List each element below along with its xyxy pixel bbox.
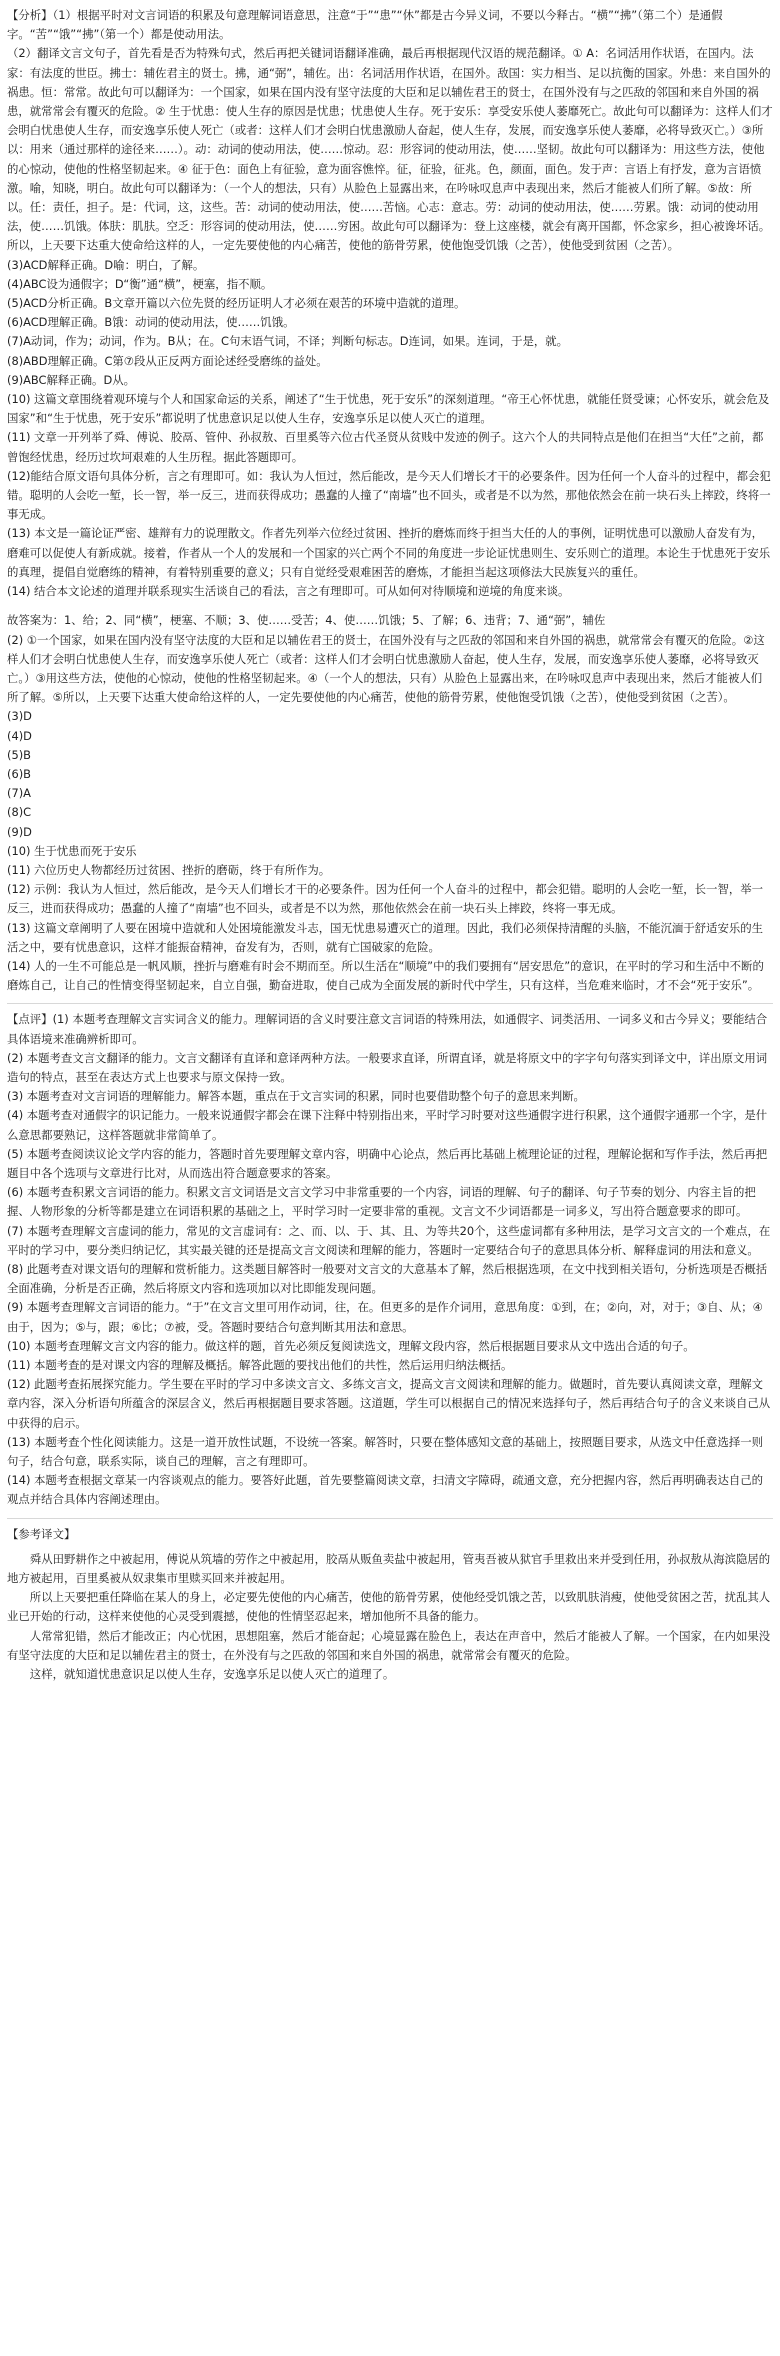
- answer-q12: (12) 示例：我认为人恒过，然后能改，是今天人们增长才干的必要条件。因为任何一个人奋斗的过程中，都会犯错。聪明的人会吃一堑，长一智，举一反三，进而获得成功；愚蠢的人撞了“南墙”也不回头，或者是不以为然，那他依然会在前一块石头上摔跤，终将一事无成。: [7, 882, 764, 916]
- answer-q2: (2) ①一个国家，如果在国内没有坚守法度的大臣和足以辅佐君王的贤士，在国外没有与之匹敌的邻国和来自外国的祸患，就常常会有覆灭的危险。②这样人们才会明白忧患使人生存，而安逸享乐使人死亡（或者：这样人们才会明白忧患激励人奋起，使人生存，发展，而安逸享乐使人萎靡，必将导致灭亡。）③用这些方法，使他的心惊动，使他的性格坚韧起来。④（一个人的想法，只有）从脸色上显露出来，在吟咏叹息声中表现出来，然后才能被人们所了解。⑤所以，上天要下达重大使命给这样的人，一定先要使他的内心痛苦，使他的筋骨劳累，使他饱受饥饿（之苦），使他受到贫困（之苦）。: [7, 632, 765, 705]
- answer-q5: (5)B: [7, 747, 31, 762]
- comment-p4: (4) 本题考查对通假字的识记能力。一般来说通假字都会在课下注释中特别指出来，平时学习时要对这些通假字进行积累，这个通假字通那一个字，是什么意思都要熟记，这样答题就非常简单了。: [7, 1108, 768, 1142]
- analysis-p11: (11) 文章一开列举了舜、傅说、胶鬲、管仲、孙叔敖、百里奚等六位古代圣贤从贫贱中发迹的例子。这六个人的共同特点是他们在担当“大任”之前，都曾饱经忧患，经历过坎坷艰难的人生历程。据此答题即可。: [7, 430, 764, 464]
- comment-section: [7, 1010, 773, 1509]
- translation-p2: 所以上天要把重任降临在某人的身上，必定要先使他的内心痛苦，使他的筋骨劳累，使他经受饥饿之苦，以致肌肤消瘦，使他受贫困之苦，扰乱其人业已开始的行动，这样来使他的心灵受到震撼，使他的性情坚忍起来，增加他所不具备的能力。: [7, 1590, 771, 1624]
- answer-q7: (7)A: [7, 786, 31, 801]
- comment-p8: (8) 此题考查对课文语句的理解和赏析能力。这类题目解答时一般要对文言文的大意基本了解，然后根据选项，在文中找到相关语句，分析选项是否概括全面准确，分析是否正确，然后将原文内容和选项加以对比即能发现问题。: [7, 1262, 768, 1296]
- comment-p12: (12) 此题考查拓展探究能力。学生要在平时的学习中多读文言文、多练文言文，提高文言文阅读和理解的能力。做题时，首先要认真阅读文章，理解文章内容，深入分析语句所蕴含的深层含义，然后再根据题目要求答题。这道题，学生可以根据自己的情况来选择句子，然后再结合句子的含义来谈自己从中获得的启示。: [7, 1377, 771, 1430]
- comment-p1: 【点评】(1) 本题考查理解文言实词含义的能力。理解词语的含义时要注意文言词语的特殊用法，如通假字、词类活用、一词多义和古今异义；要能结合具体语境来准确辨析即可。: [7, 1012, 768, 1046]
- answer-q4: (4)D: [7, 728, 32, 743]
- analysis-p3: (3)ACD解释正确。D喻：明白，了解。: [7, 257, 205, 272]
- section-divider: [7, 1003, 773, 1004]
- comment-label: 【点评】: [7, 1012, 53, 1027]
- translation-p4: 这样，就知道忧患意识足以使人生存，安逸享乐足以使人灭亡的道理了。: [29, 1667, 395, 1682]
- translation-p1: 舜从田野耕作之中被起用，傅说从筑墙的劳作之中被起用，胶鬲从贩鱼卖盐中被起用，管夷吾被从狱官手里救出来并受到任用，孙叔敖从海滨隐居的地方被起用，百里奚被从奴隶集市里赎买回来并被起用。: [7, 1551, 771, 1586]
- translation-p3: 人常常犯错，然后才能改正；内心忧困，思想阻塞，然后才能奋起；心境显露在脸色上，表达在声音中，然后才能被人了解。一个国家，在内如果没有坚守法度的大臣和足以辅佐君主的贤士，在外没有与之匹敌的邻国和来自外国的祸患，就常常会有覆灭的危险。: [7, 1628, 771, 1662]
- analysis-p10: (10) 这篇文章围绕着观环境与个人和国家命运的关系，阐述了“生于忧患，死于安乐”的深刻道理。“帝王心怀忧患，就能任贤受谏；心怀安乐，就会危及国家”和“生于忧患，死于安乐”都说明了忧患意识足以使人生存，安逸享乐足以使人灭亡的道理。: [7, 392, 770, 426]
- comment-p13: (13) 本题考查个性化阅读能力。这是一道开放性试题，不设统一答案。解答时，只要在整体感知文意的基础上，按照题目要求，从选文中任意选择一则句子，结合句意，联系实际，谈自己的理解，言之有理即可。: [7, 1434, 764, 1469]
- analysis-p5: (5)ACD分析正确。B文章开篇以六位先贤的经历证明人才必须在艰苦的环境中造就的道理。: [7, 296, 466, 311]
- analysis-p4: (4)ABC设为通假字；D“衡”通“横”，梗塞，指不顺。: [7, 276, 273, 291]
- comment-p9: (9) 本题考查理解文言词语的能力。“于”在文言文里可用作动词，往，在。但更多的是作介词用，意思角度：①到，在；②向，对，对于；③自、从；④由于，因为；⑤与，跟；⑥比；⑦被，受。答题时要结合句意判断其用法和意思。: [7, 1300, 763, 1334]
- analysis-section: [7, 6, 773, 601]
- answer-q14: (14) 人的一生不可能总是一帆风顺，挫折与磨难有时会不期而至。所以生活在“顺境”中的我们要拥有“居安思危”的意识，在平时的学习和生活中不断的磨炼自己，让自己的性情变得坚韧起来，自立自强，勤奋进取，使自己成为全面发展的新时代中学生，只有这样，当危难来临时，才不会“死于安乐”。: [7, 958, 764, 993]
- comment-p10: (10) 本题考查理解文言文内容的能力。做这样的题，首先必须反复阅读选文，理解文段内容，然后根据题目要求从文中选出合适的句子。: [7, 1338, 695, 1353]
- analysis-label: 【分析】: [7, 8, 53, 22]
- analysis-p7: (7)A动词，作为；动词，作为。B从；在。C句末语气词，不译；判断句标志。D连词，如果。连词，于是，就。: [7, 334, 569, 349]
- answer-q11: (11) 六位历史人物都经历过贫困、挫折的磨砺，终于有所作为。: [7, 862, 331, 877]
- answers-intro: 故答案为：1、给；2、同“横”，梗塞、不顺；3、使……受苦；4、使……饥饿；5、了解；6、违背；7、通“弼”，辅佐: [7, 613, 606, 628]
- analysis-p6: (6)ACD理解正确。B饿：动词的使动用法，使……饥饿。: [7, 315, 295, 330]
- spacer: [7, 601, 773, 611]
- comment-p14: (14) 本题考查根据文章某一内容谈观点的能力。要答好此题，首先要整篇阅读文章，扫清文字障碍，疏通文意，充分把握内容，然后再明确表达自己的观点并结合具体内容阐述理由。: [7, 1473, 764, 1507]
- section-divider: [7, 1518, 773, 1519]
- answer-q8: (8)C: [7, 805, 32, 820]
- analysis-p1: 【分析】（1）根据平时对文言词语的积累及句意理解词语意思，注意“于”“患”“休”都是古今异义词，不要以今释古。“横”“拂”（第二个）是通假字。“苦”“饿”“拂”（第一个）都是使动用法。: [7, 8, 723, 42]
- answer-q6: (6)B: [7, 766, 31, 781]
- translation-label: 【参考译文】: [7, 1526, 76, 1541]
- analysis-p9: (9)ABC解释正确。D从。: [7, 372, 136, 387]
- answer-q10: (10) 生于忧患而死于安乐: [7, 843, 137, 858]
- comment-p6: (6) 本题考查积累文言词语的能力。积累文言文词语是文言文学习中非常重要的一个内容，词语的理解、句子的翻译、句子节奏的划分、内容主旨的把握、人物形象的分析等都是建立在词语积累的基础之上，平时学习时一定要非常的重视。文言文不少词语都是一词多义，写出符合题意要求的即可。: [7, 1185, 756, 1219]
- comment-p11: (11) 本题考查的是对课文内容的理解及概括。解答此题的要找出他们的共性，然后运用归纳法概括。: [7, 1358, 513, 1373]
- comment-p7: (7) 本题考查理解文言虚词的能力，常见的文言虚词有：之、而、以、于、其、且、为等共20个，这些虚词都有多种用法，是学习文言文的一个难点，在平时的学习中，要分类归纳记忆，其实最关键的还是提高文言文阅读和理解的能力，答题时一定要结合句子的意思具体分析、解释虚词的用法和意义。: [7, 1223, 771, 1257]
- comment-p3: (3) 本题考查对文言词语的理解能力。解答本题，重点在于文言实词的积累，同时也要借助整个句子的意思来判断。: [7, 1089, 585, 1104]
- answers-section: [7, 611, 773, 995]
- answer-q3: (3)D: [7, 709, 32, 724]
- answer-q13: (13) 这篇文章阐明了人要在困境中造就和人处困境能激发斗志，国无忧患易遭灭亡的道理。因此，我们必须保持清醒的头脑，不能沉湎于舒适安乐的生活之中，要有忧患意识，这样才能振奋精神，奋发有为，否则，就有亡国破家的危险。: [7, 920, 764, 954]
- analysis-p14: (14) 结合本文论述的道理并联系现实生活谈自己的看法，言之有理即可。可从如何对待顺境和逆境的角度来谈。: [7, 584, 570, 599]
- analysis-p12: (12)能结合原文语句具体分析，言之有理即可。如：我认为人恒过，然后能改，是今天人们增长才干的必要条件。因为任何一个人奋斗的过程中，都会犯错。聪明的人会吃一堑，长一智，举一反三，进而获得成功；愚蠢的人撞了“南墙”也不回头，或者是不以为然，那他依然会在前一块石头上摔跤，终将一事无成。: [7, 468, 771, 522]
- comment-p2: (2) 本题考查文言文翻译的能力。文言文翻译有直译和意译两种方法。一般要求直译，所谓直译，就是将原文中的字字句句落实到译文中，详出原文用词造句的特点，甚至在表达方式上也要求与原文保持一致。: [7, 1050, 768, 1084]
- translation-section: [7, 1525, 773, 1685]
- comment-p5: (5) 本题考查阅读议论文学内容的能力，答题时首先要理解文章内容，明确中心论点，然后再比基础上梳理论证的过程，理解论据和写作手法，然后再把题目中各个选项与文章进行比对，从而选出符合题意要求的答案。: [7, 1146, 768, 1180]
- analysis-p8: (8)ABD理解正确。C第⑦段从正反两方面论述经受磨练的益处。: [7, 353, 328, 368]
- analysis-p13: (13) 本文是一篇论证严密、雄辩有力的说理散文。作者先列举六位经过贫困、挫折的磨炼而终于担当大任的人的事例，证明忧患可以激励人奋发有为，磨难可以促使人有新成就。接着，作者从一个人的发展和一个国家的兴亡两个不同的角度进一步论证忧患则生、安乐则亡的道理。本论生于忧患死于安乐的真理，提倡自觉磨练的精神，有着特别重要的意义；只有自觉经受艰难困苦的磨炼，才能担当起这项修法大民族复兴的重任。: [7, 526, 771, 579]
- analysis-p2: （2）翻译文言文句子，首先看是否为特殊句式，然后再把关键词语翻译准确，最后再根据现代汉语的规范翻译。① A：名词活用作状语，在国内。法家：有法度的世臣。拂士：辅佐君主的贤士。拂，通“弼”，辅佐。出：名词活用作状语，在国外。敌国：实力相当、足以抗衡的国家。外患：来自国外的祸患。恒：常常。故此句可以翻译为：一个国家，如果在国内没有坚守法度的大臣和足以辅佐君王的贤士，在国外没有与之匹敌的邻国和来自外国的祸患，就常常会有覆灭的危险。② 生于忧患：使人生存的原因是忧患；忧患使人生存。死于安乐：享受安乐使人萎靡死亡。故此句可以翻译为：这样人们才会明白忧患使人生存，而安逸享乐使人死亡（或者：这样人们才会明白忧患激励人奋起，使人生存，发展，而安逸享乐使人萎靡，必将导致灭亡。）③所以：用来（通过那样的途径来……）。动：动词的使动用法，使……惊动。忍：形容词的使动用法，使……坚韧。故此句可以翻译为：用这些方法，使他的心惊动，使他的性格坚韧起来。④ 征于色：面色上有征验，意为面容憔悴。征，征验，征兆。色，颜面，面色。发于声：言语上有抒发，意为言语愤激。喻，知晓，明白。故此句可以翻译为：（一个人的想法，只有）从脸色上显露出来，在吟咏叹息声中表现出来，然后才能被人们所了解。⑤故：所以。任：责任，担子。是：代词，这，这些。苦：动词的使动用法，使……苦恼。心志：意志。劳：动词的使动用法，使……劳累。饿：动词的使动用法，使……饥饿。体肤：肌肤。空乏：形容词的使动用法，使……穷困。故此句可以翻译为：登上这座楼，就会有离开国都，怀念家乡，担心被谗坏话。所以，上天要下达重大使命给这样的人，一定先要使他的内心痛苦，使他的筋骨劳累，使他饱受饥饿（之苦），使他受到贫困（之苦）。: [7, 46, 773, 253]
- answer-q9: (9)D: [7, 824, 32, 839]
